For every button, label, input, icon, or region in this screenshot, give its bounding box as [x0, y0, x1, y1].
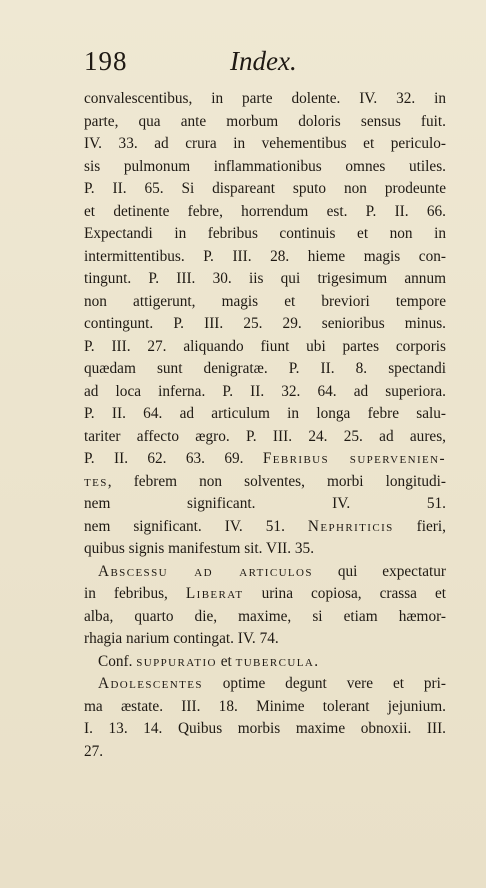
text-line: [84, 448, 446, 471]
text-line: ma æstate. III. 18. Minime tolerant jejunium.: [84, 697, 446, 715]
text-line: Expectandi in febribus continuis et non in: [84, 225, 446, 242]
text-segment: P. II. 62. 63. 69.: [84, 450, 263, 467]
smallcaps-segment: Abscessu ad articulos: [98, 562, 313, 580]
text-line: [84, 561, 446, 584]
text-line: nem significant. IV. 51.: [84, 495, 446, 512]
text-line: contingunt. P. III. 25. 29. senioribus minus.: [84, 315, 446, 332]
text-line: tingunt. P. III. 30. iis qui trigesimum annum: [84, 270, 446, 287]
text-line: rhagia narium contingat. IV. 74.: [84, 630, 279, 647]
text-line: 27.: [84, 742, 104, 760]
text-segment: et: [216, 652, 236, 670]
text-line: [84, 516, 446, 539]
running-head: Index.: [230, 46, 297, 76]
text-line: tariter affecto ægro. P. III. 24. 25. ad aures,: [84, 427, 446, 445]
page-header: [84, 46, 432, 86]
text-segment: Conf.: [98, 652, 137, 670]
text-line: IV. 33. ad crura in vehementibus et periculo-: [84, 135, 446, 152]
smallcaps-segment: tes: [84, 472, 108, 490]
text-line: P. II. 64. ad articulum in longa febre salu-: [84, 405, 446, 422]
text-line: sis pulmonum inflammationibus omnes utiles.: [84, 157, 446, 175]
text-line: P. II. 65. Si dispareant sputo non prodeunte: [84, 180, 446, 197]
smallcaps-segment: Liberat: [185, 585, 244, 602]
text-line: quibus signis manifestum sit. VII. 35.: [84, 540, 315, 557]
index-text: [84, 88, 446, 763]
smallcaps-segment: Febribus supervenien-: [262, 450, 446, 467]
text-line: convalescentibus, in parte dolente. IV. 32. in: [84, 90, 446, 107]
text-segment: fieri,: [393, 517, 446, 535]
text-segment: in febribus,: [84, 585, 186, 602]
text-line: alba, quarto die, maxime, si etiam hæmor-: [84, 607, 446, 625]
smallcaps-segment: Nephriticis: [307, 517, 394, 535]
text-segment: urina copiosa, crassa et: [243, 585, 446, 602]
text-line: [84, 471, 446, 494]
text-line: P. III. 27. aliquando fiunt ubi partes corporis: [84, 337, 446, 355]
text-segment: qui expectatur: [312, 562, 446, 580]
text-line: quædam sunt denigratæ. P. II. 8. spectandi: [84, 360, 446, 377]
smallcaps-segment: suppuratio: [136, 652, 217, 670]
text-line: intermittentibus. P. III. 28. hieme magis con-: [84, 247, 446, 265]
text-segment: optime degunt vere et pri-: [202, 675, 446, 692]
smallcaps-segment: Adolescentes: [98, 675, 203, 692]
text-line: et detinente febre, horrendum est. P. II. 66.: [84, 202, 446, 220]
text-line: [84, 583, 446, 606]
text-line: [84, 651, 446, 674]
text-line: ad loca inferna. P. II. 32. 64. ad superiora.: [84, 382, 446, 400]
text-segment: , febrem non solventes, morbi longitudi-: [107, 472, 446, 490]
smallcaps-segment: tubercula.: [235, 652, 320, 670]
text-line: [84, 673, 446, 696]
text-line: parte, qua ante morbum doloris sensus fuit.: [84, 112, 446, 130]
text-line: non attigerunt, magis et breviori tempore: [84, 292, 446, 310]
page-number: 198: [84, 46, 128, 76]
text-line: I. 13. 14. Quibus morbis maxime obnoxii. III.: [84, 720, 446, 737]
text-segment: nem significant. IV. 51.: [84, 517, 308, 535]
